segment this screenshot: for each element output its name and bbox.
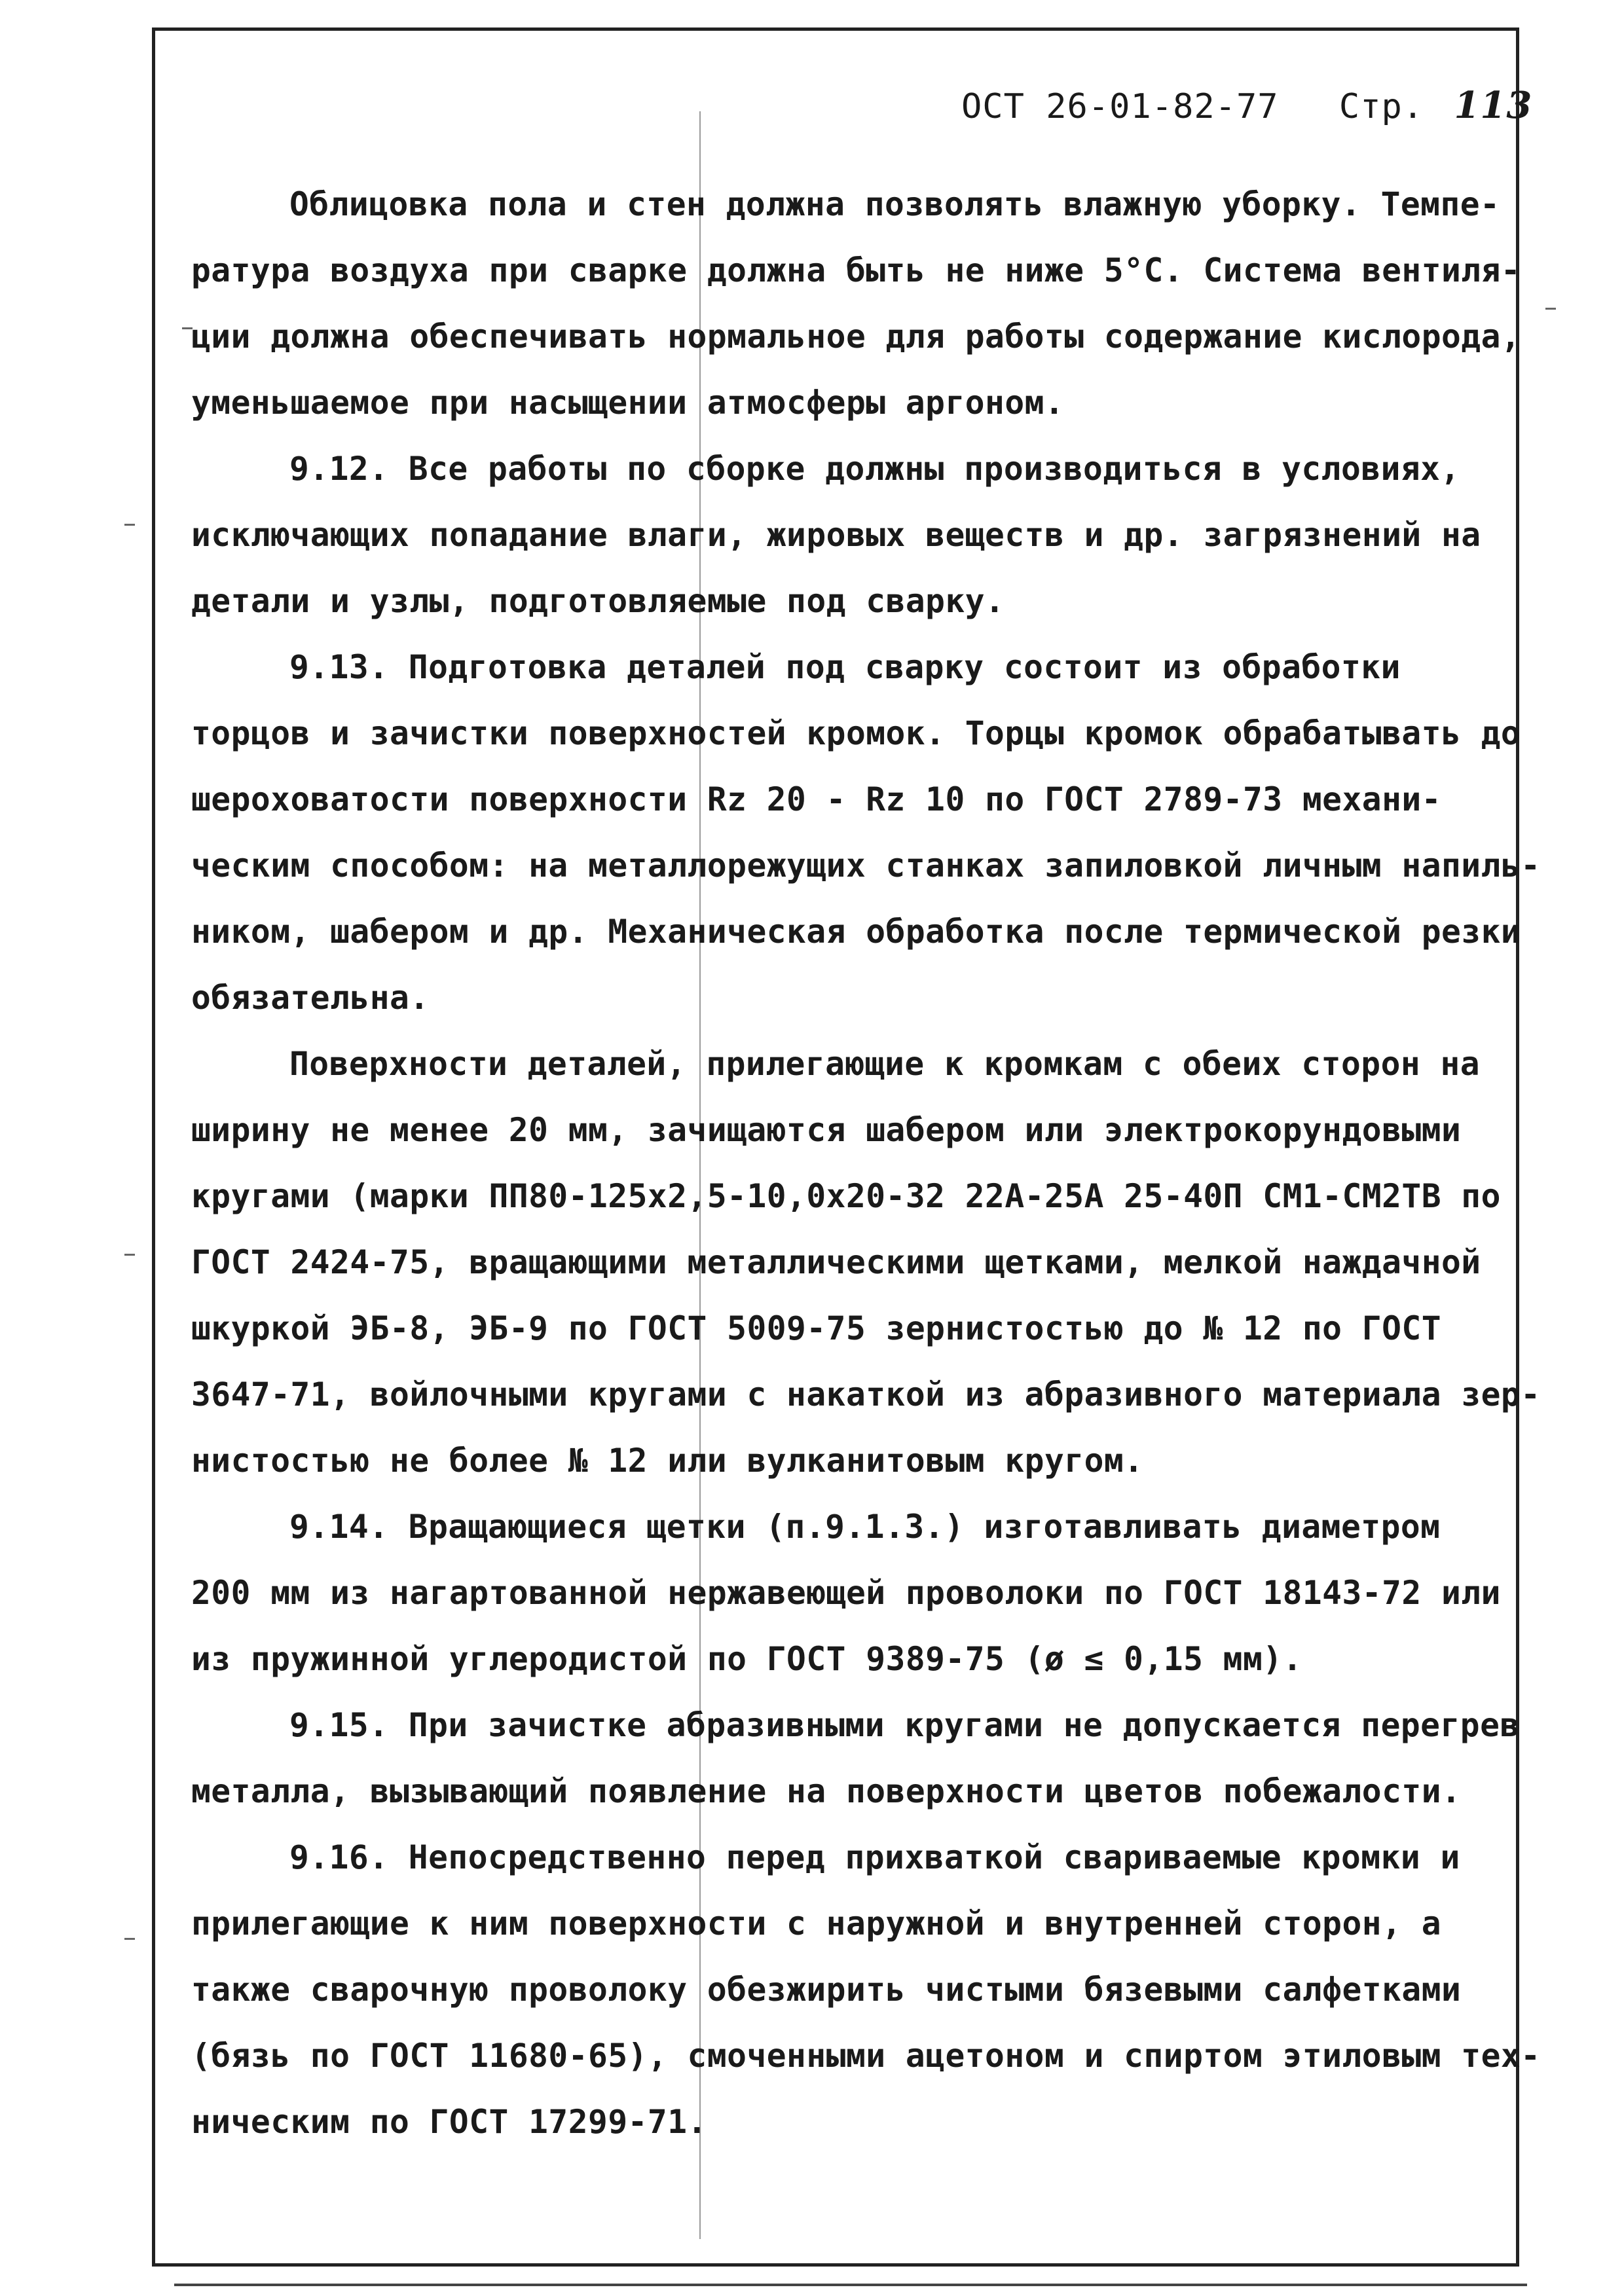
text-line: ническим по ГОСТ 17299-71. <box>191 2103 707 2141</box>
paragraph-first-line: 9.16. Непосредственно перед прихваткой свариваемые кромки и <box>289 1838 1460 1876</box>
page-number: 113 <box>1454 84 1533 127</box>
text-line: детали и узлы, подготовляемые под сварку. <box>191 582 1005 620</box>
text-line: из пружинной углеродистой по ГОСТ 9389-75 (ø ≤ 0,15 мм). <box>191 1640 1302 1678</box>
text-line: кругами (марки ПП80-125х2,5-10,0х20-32 22А-25А 25-40П СМ1-СМ2ТВ по <box>191 1177 1501 1215</box>
text-line: исключающих попадание влаги, жировых веществ и др. загрязнений на <box>191 516 1481 554</box>
text-line: ции должна обеспечивать нормальное для работы содержание кислорода, <box>191 318 1521 355</box>
text-line: уменьшаемое при насыщении атмосферы аргоном. <box>191 384 1065 422</box>
text-line: (бязь по ГОСТ 11680-65), смоченными ацетоном и спиртом этиловым тех- <box>191 2037 1541 2075</box>
text-line: также сварочную проволоку обезжирить чистыми бязевыми салфетками <box>191 1971 1462 2009</box>
text-line: ратура воздуха при сварке должна быть не ниже 5°С. Система вентиля- <box>191 251 1521 289</box>
text-line: обязательна. <box>191 979 430 1017</box>
text-line: 3647-71, войлочными кругами с накаткой из абразивного материала зер- <box>191 1376 1541 1413</box>
text-line: шкуркой ЭБ-8, ЭБ-9 по ГОСТ 5009-75 зернистостью до № 12 по ГОСТ <box>191 1309 1441 1347</box>
margin-mark <box>124 1254 135 1256</box>
text-line: ГОСТ 2424-75, вращающими металлическими щетками, мелкой наждачной <box>191 1243 1481 1281</box>
text-line: 200 мм из нагартованной нержавеющей проволоки по ГОСТ 18143-72 или <box>191 1574 1501 1612</box>
paragraph-first-line: 9.14. Вращающиеся щетки (п.9.1.3.) изготавливать диаметром <box>289 1508 1441 1546</box>
text-line: ником, шабером и др. Механическая обработка после термической резки <box>191 913 1521 951</box>
paragraph-first-line: Поверхности деталей, прилегающие к кромкам с обеих сторон на <box>289 1045 1481 1083</box>
margin-mark <box>1545 308 1556 310</box>
text-line: ческим способом: на металлорежущих станках запиловкой личным напиль- <box>191 847 1541 884</box>
paragraph-first-line: Облицовка пола и стен должна позволять влажную уборку. Темпе- <box>289 185 1500 223</box>
text-line: прилегающие к ним поверхности с наружной и внутренней сторон, а <box>191 1904 1441 1942</box>
page-border-bottom <box>174 2284 1527 2286</box>
text-line: шероховатости поверхности Rz 20 - Rz 10 по ГОСТ 2789-73 механи- <box>191 780 1441 818</box>
document-body <box>191 172 1541 2155</box>
text-line: торцов и зачистки поверхностей кромок. Торцы кромок обрабатывать до <box>191 714 1521 752</box>
paragraph-first-line: 9.12. Все работы по сборке должны производиться в условиях, <box>289 450 1460 488</box>
page-header <box>961 84 1532 127</box>
margin-mark <box>124 1938 135 1940</box>
text-line: ширину не менее 20 мм, зачищаются шабером или электрокорундовыми <box>191 1111 1462 1149</box>
text-line: нистостью не более № 12 или вулканитовым кругом. <box>191 1442 1144 1480</box>
paragraph-first-line: 9.15. При зачистке абразивными кругами не допускается перегрев <box>289 1706 1520 1744</box>
margin-mark <box>124 524 135 526</box>
page-label: Стр. <box>1338 87 1424 126</box>
document-code: ОСТ 26-01-82-77 <box>961 87 1279 126</box>
paragraph-first-line: 9.13. Подготовка деталей под сварку состоит из обработки <box>289 648 1401 686</box>
text-line: металла, вызывающий появление на поверхности цветов побежалости. <box>191 1772 1462 1810</box>
